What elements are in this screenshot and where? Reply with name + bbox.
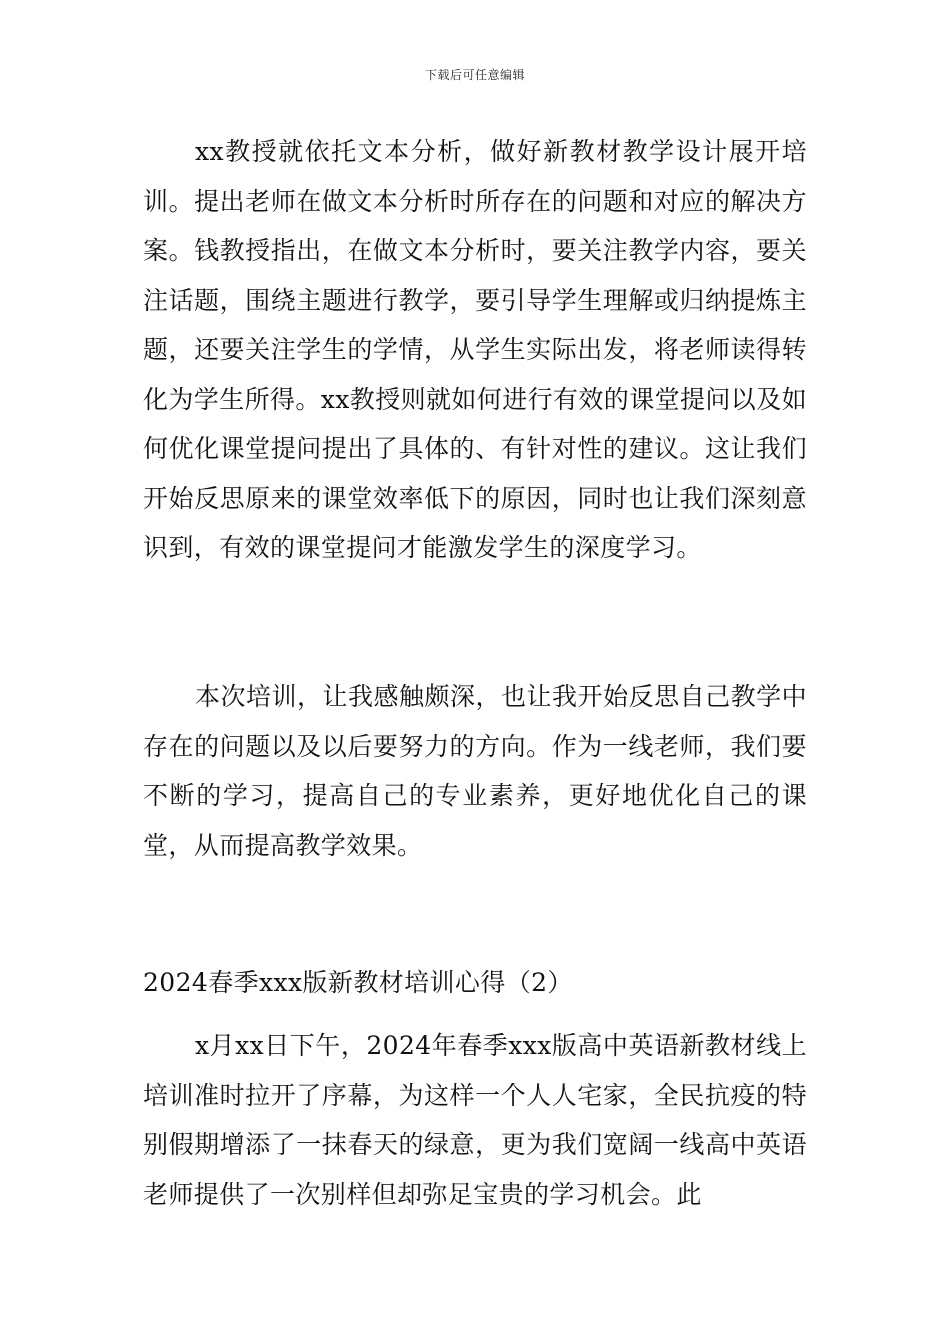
- body-paragraph-1: xx教授就依托文本分析，做好新教材教学设计展开培训。提出老师在做文本分析时所存在的问题和对应的解决方案。钱教授指出，在做文本分析时，要关注教学内容，要关注话题，围绕主题进行教学，要引导学生理解或归纳提炼主题，还要关注学生的学情，从学生实际出发，将老师读得转化为学生所得。xx教授则就如何进行有效的课堂提问以及如何优化课堂提问提出了具体的、有针对性的建议。这让我们开始反思原来的课堂效率低下的原因，同时也让我们深刻意识到，有效的课堂提问才能激发学生的深度学习。: [143, 137, 808, 562]
- section-paragraph: x月xx日下午，2024年春季xxx版高中英语新教材线上培训准时拉开了序幕，为这样一个人人宅家，全民抗疫的特别假期增添了一抹春天的绿意，更为我们宽阔一线高中英语老师提供了一次别样但却弥足宝贵的学习机会。此: [143, 1031, 807, 1209]
- body-paragraph-2: 本次培训，让我感触颇深，也让我开始反思自己教学中存在的问题以及以后要努力的方向。作为一线老师，我们要不断的学习，提高自己的专业素养，更好地优化自己的课堂，从而提高教学效果。: [143, 682, 807, 860]
- header-note: 下载后可任意编辑: [424, 68, 525, 82]
- section-title: 2024春季xxx版新教材培训心得（2）: [143, 968, 573, 997]
